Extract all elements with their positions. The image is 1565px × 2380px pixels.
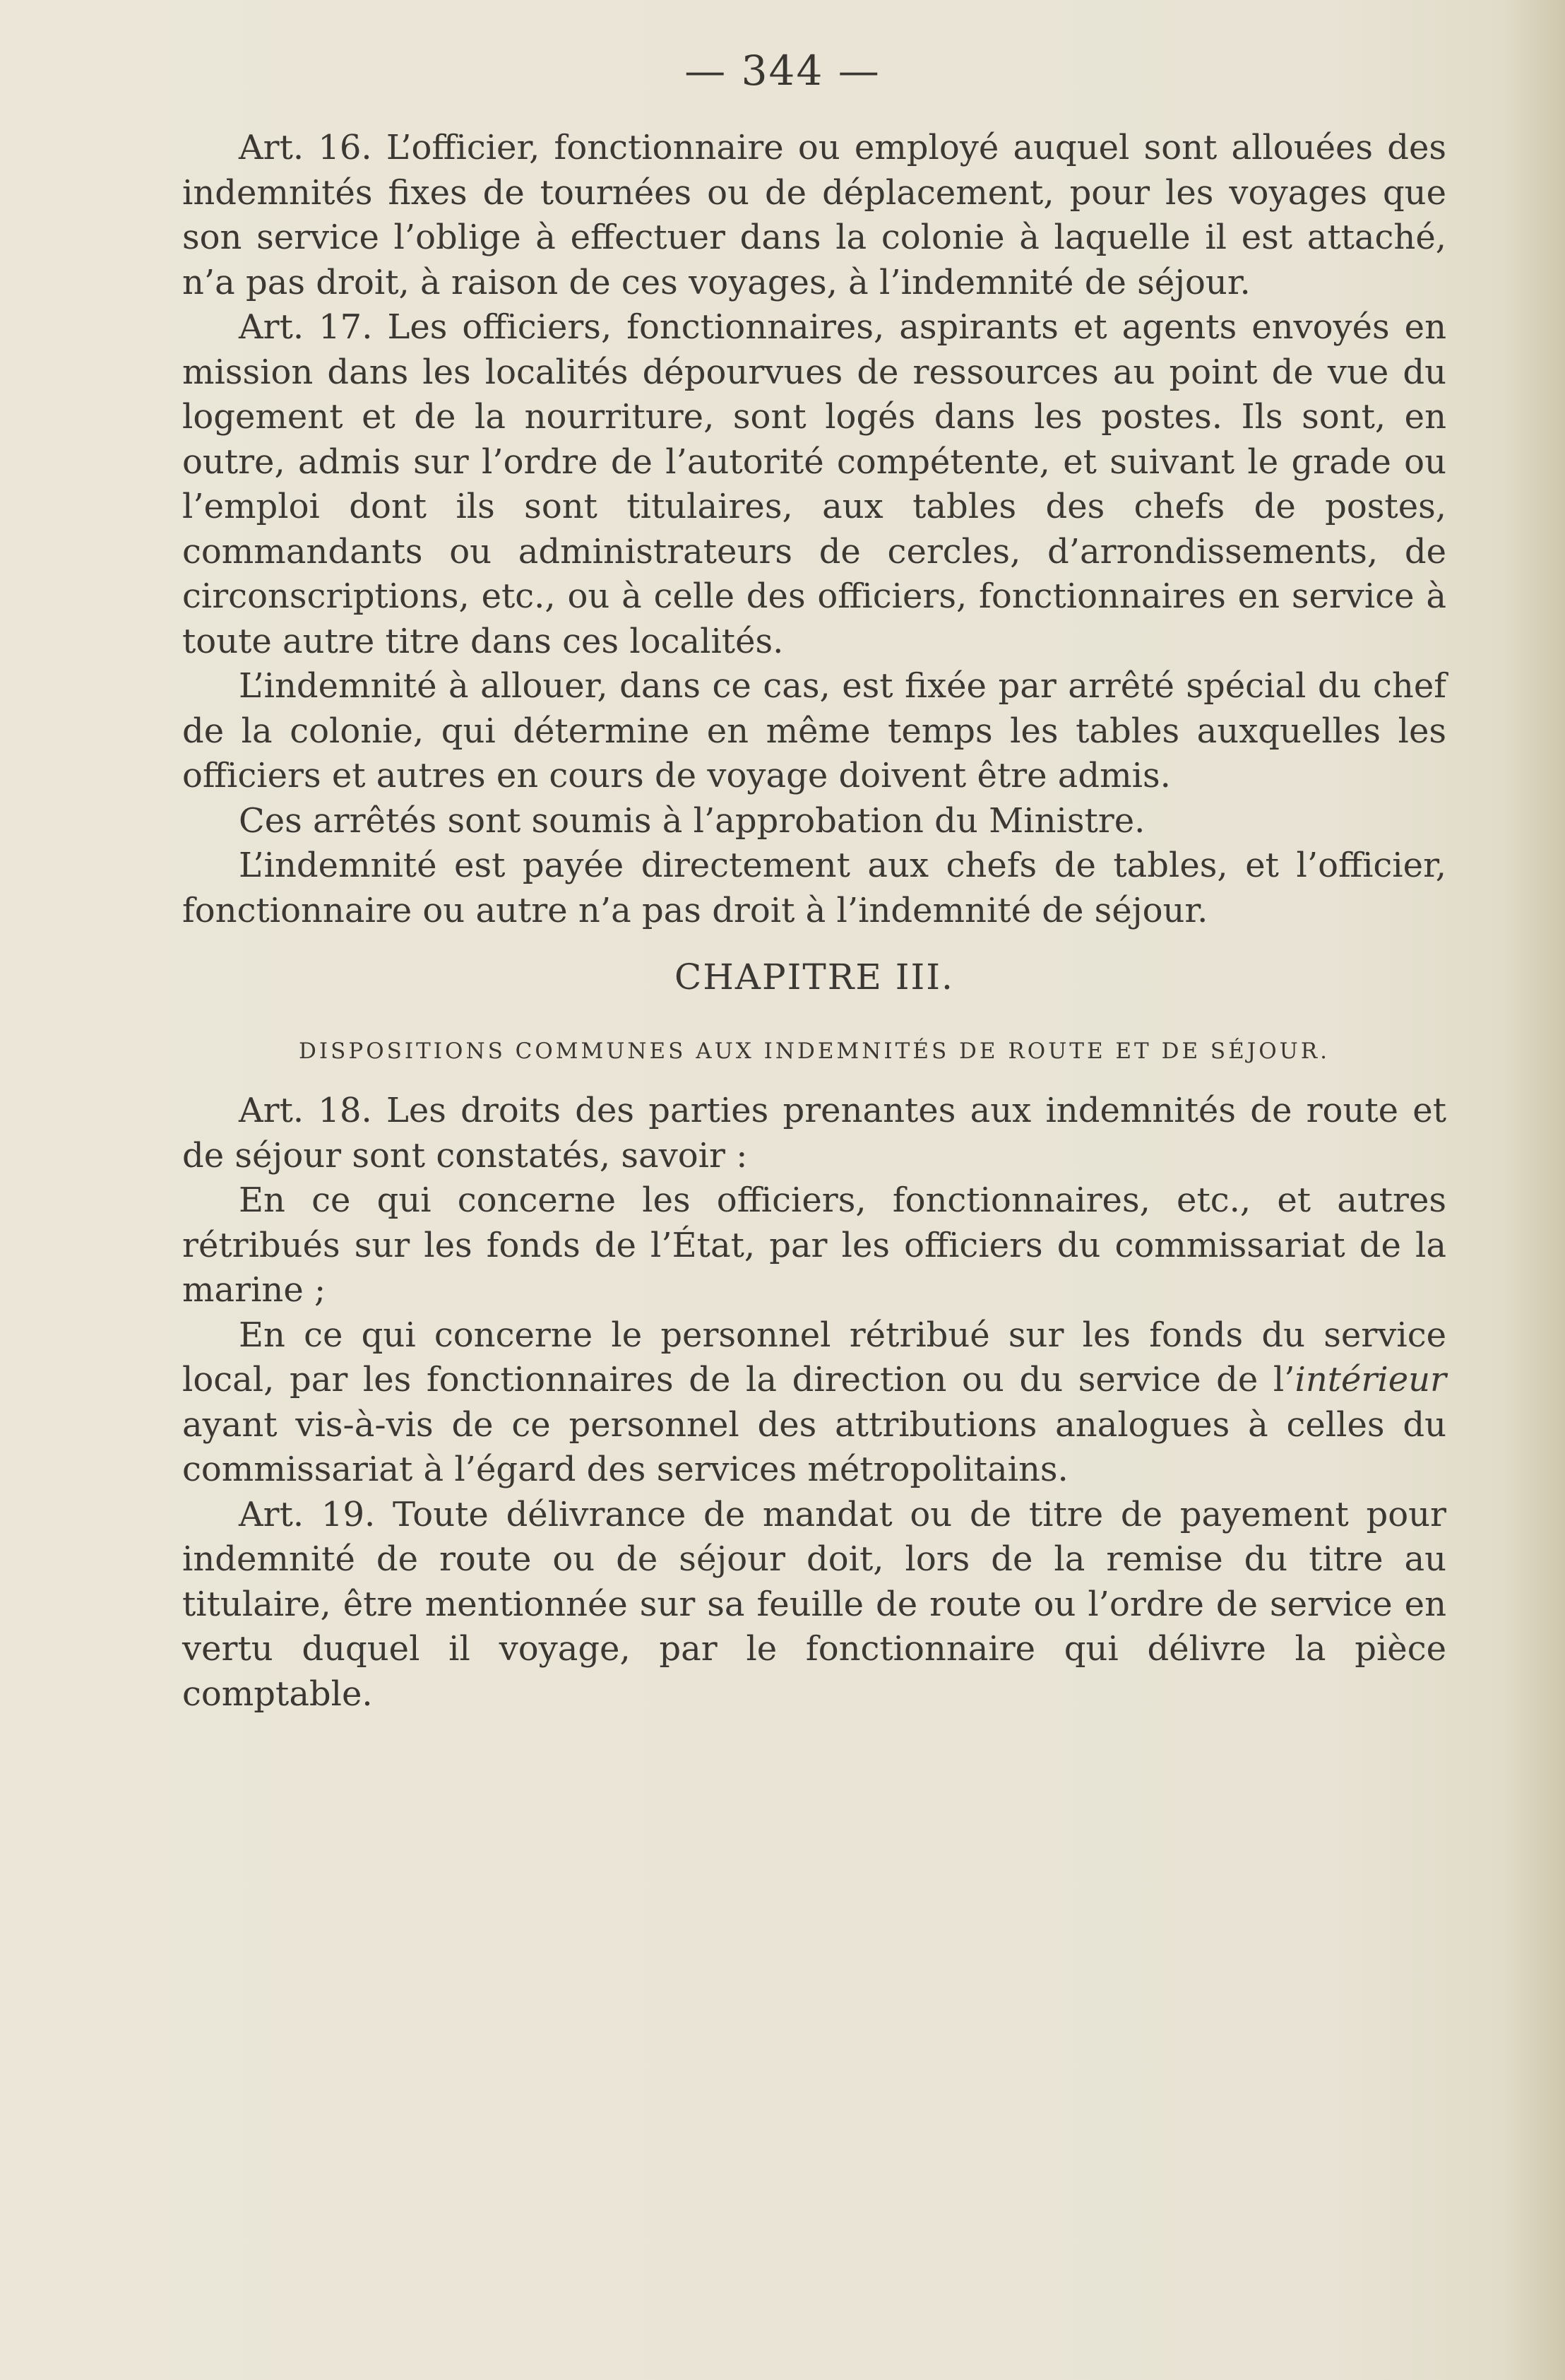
paragraph-indemnite-payee: L’indemnité est payée directement aux chefs de tables, et l’officier, fonctionnaire ou autre n’a pas droit à l’indemnité de séjour. <box>182 846 1446 930</box>
paragraph-art-18-service-local <box>182 1313 1446 1493</box>
chapter-subtitle: DISPOSITIONS COMMUNES AUX INDEMNITÉS DE ROUTE ET DE SÉJOUR. <box>299 1038 1330 1064</box>
text-run: En ce qui concerne le personnel rétribué sur les fonds du service local, par les fonctionnaires de la direction ou du service de l’ <box>182 1315 1446 1399</box>
italic-text-run: intérieur <box>1295 1360 1446 1399</box>
page-number: — 344 — <box>684 47 881 95</box>
paragraph-art-17: Art. 17. Les officiers, fonctionnaires, aspirants et agents envoyés en mission dans les localités dépourvues de ressources au point de vue du logement et de la nourriture, sont logés dans les postes. Ils sont, en outre, admis sur l’ordre de l’autorité compétente, et suivant le grade ou l’emploi dont ils sont titulaires, aux tables des chefs de postes, commandants ou administrateurs de cercles, d’arrondissements, de circonscriptions, etc., ou à celle des officiers, fonctionnaires en service à toute autre titre dans ces localités. <box>182 307 1446 661</box>
paragraph-art-16: Art. 16. L’officier, fonctionnaire ou employé auquel sont allouées des indemnités fixes de tournées ou de déplacement, pour les voyages que son service l’oblige à effectuer dans la colonie à laquelle il est attaché, n’a pas droit, à raison de ces voyages, à l’indemnité de séjour. <box>182 128 1446 302</box>
paragraph-art-18-etat: En ce qui concerne les officiers, fonctionnaires, etc., et autres rétribués sur les fonds de l’État, par les officiers du commissariat de la marine ; <box>182 1180 1446 1310</box>
paragraph-indemnite-allouer: L’indemnité à allouer, dans ce cas, est fixée par arrêté spécial du chef de la colonie, qui détermine en même temps les tables auxquelles les officiers et autres en cours de voyage doivent être admis. <box>182 666 1446 795</box>
body-text <box>182 126 1446 1717</box>
text-run: ayant vis-à-vis de ce personnel des attributions analogues à celles du commissariat à l’égard des services métropolitains. <box>182 1404 1446 1489</box>
paragraph-art-19: Art. 19. Toute délivrance de mandat ou de titre de payement pour indemnité de route ou de séjour doit, lors de la remise du titre au titulaire, être mentionnée sur sa feuille de route ou l’ordre de service en vertu duquel il voyage, par le fonctionnaire qui délivre la pièce comptable. <box>182 1494 1446 1714</box>
paragraph-arretes: Ces arrêtés sont soumis à l’approbation du Ministre. <box>239 800 1146 841</box>
paragraph-art-18: Art. 18. Les droits des parties prenantes aux indemnités de route et de séjour sont constatés, savoir : <box>182 1091 1446 1176</box>
chapter-title: CHAPITRE III. <box>674 957 954 997</box>
